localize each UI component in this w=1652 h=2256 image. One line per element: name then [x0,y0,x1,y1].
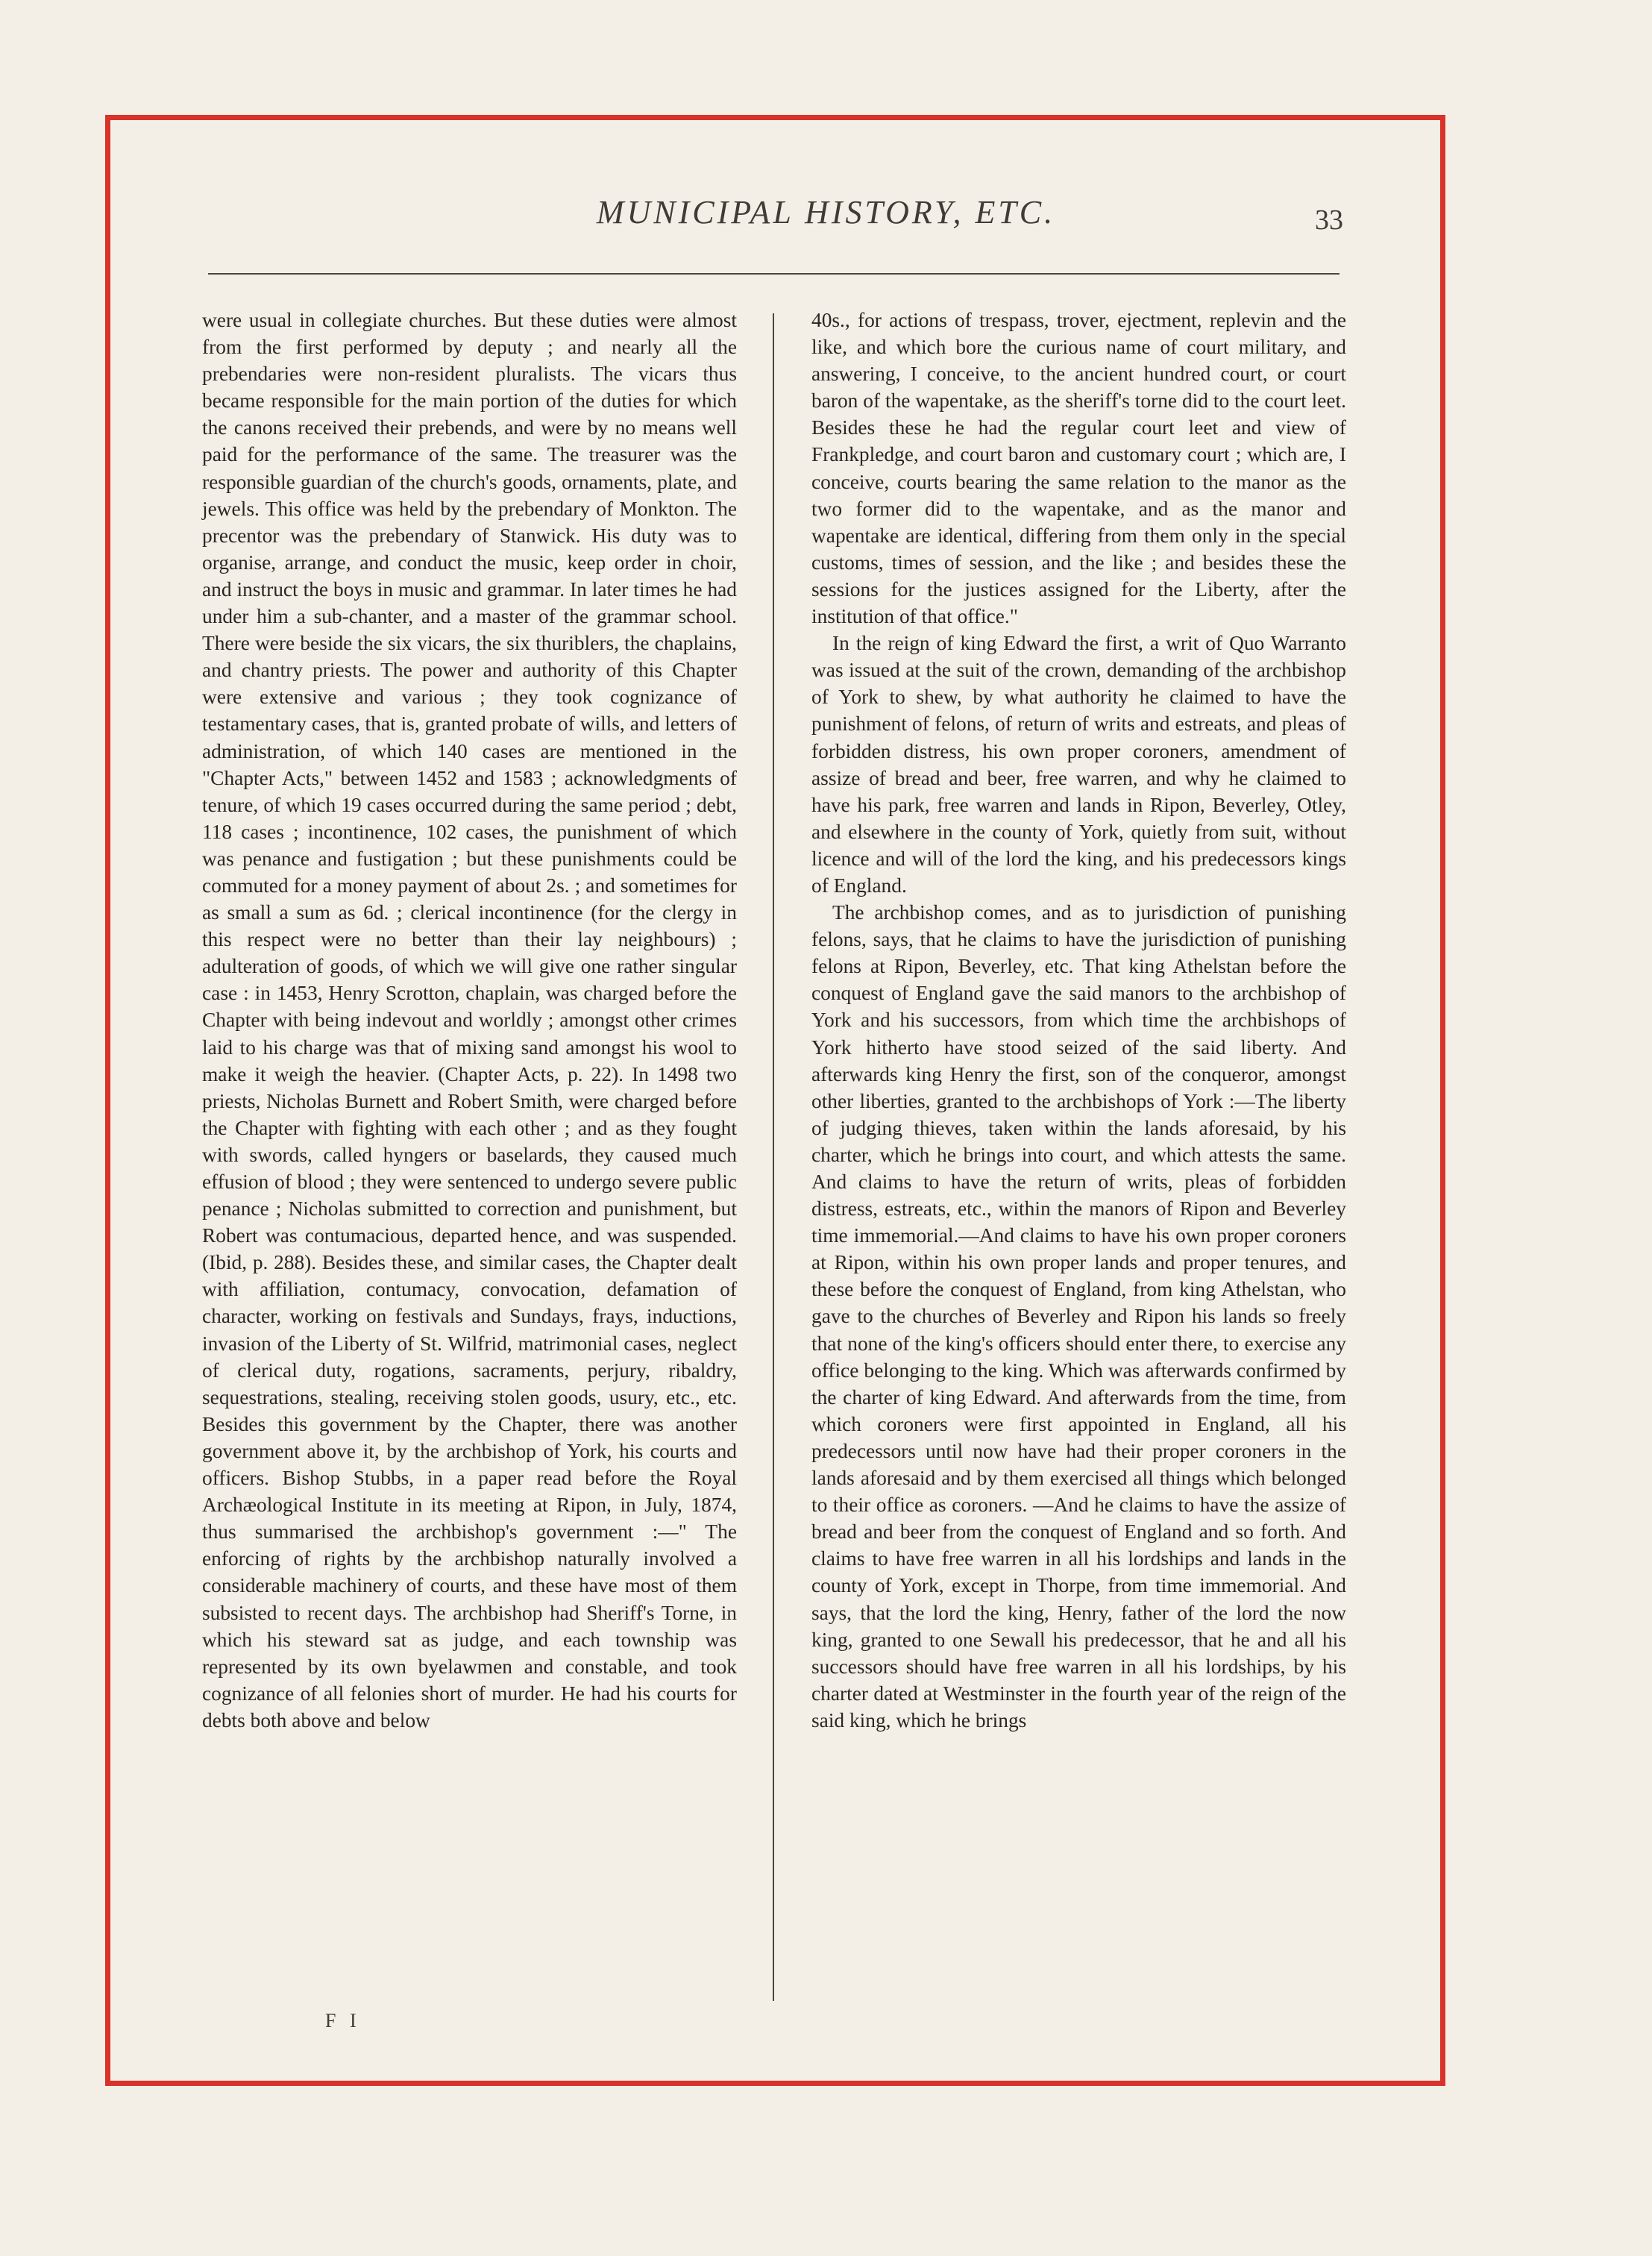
running-header-title: MUNICIPAL HISTORY, ETC. [596,194,1056,231]
column-divider [773,313,774,2001]
signature-mark: F I [325,2010,361,2031]
paragraph: The archbishop comes, and as to jurisdiction of punishing felons, says, that he claims to have the jurisdiction of punishing felons at Ripon, Beverley, etc. That king Athelstan before the conquest of England gave the said manors to the archbishop of York and his successors, from which time the archbishops of York hitherto have stood seized of the said liberty. And afterwards king Henry the first, son of the conqueror, amongst other liberties, granted to the archbishops of York :—The liberty of judging thieves, taken within the lands aforesaid, by his charter, which he brings into court, and which attests the same. And claims to have the return of writs, pleas of forbidden distress, estreats, etc., within the manors of Ripon and Beverley time immemorial.—And claims to have his own proper coroners at Ripon, within his own proper lands and proper tenures, and these before the conquest of England, from king Athelstan, who gave to the churches of Beverley and Ripon his lands so freely that none of the king's officers should enter there, to exercise any office belonging to the king. Which was afterwards confirmed by the charter of king Edward. And afterwards from the time, from which coroners were first appointed in England, all his predecessors until now have had their proper coroners in the lands aforesaid and by them exercised all things which belonged to their office as coroners. —And he claims to have the assize of bread and beer from the conquest of England and so forth. And claims to have free warren in all his lordships and lands in the county of York, except in Thorpe, from time immemorial. And says, that the lord the king, Henry, father of the lord the now king, granted to one Sewall his predecessor, that he and all his successors should have free warren in all his lordships, by his charter dated at Westminster in the fourth year of the reign of the said king, which he brings [811,901,1346,1732]
paragraph: In the reign of king Edward the first, a writ of Quo Warranto was issued at the suit of the crown, demanding of the archbishop of York to shew, by what authority he claimed to have the punishment of felons, of return of writs and estreats, and pleas of forbidden distress, his own proper coroners, amendment of assize of bread and beer, free warren, and why he claimed to have his park, free warren and lands in Ripon, Beverley, Otley, and elsewhere in the county of York, quietly from suit, without licence and will of the lord the king, and his predecessors kings of England. [811,632,1346,897]
paragraph: 40s., for actions of trespass, trover, ejectment, replevin and the like, and which bore the curious name of court military, and answering, I conceive, to the ancient hundred court, or court baron of the wapentake, as the sheriff's torne did to the court leet. Besides these he had the regular court leet and view of Frankpledge, and court baron and customary court ; which are, I conceive, courts bearing the same relation to the manor as the two former did to the wapentake, and as the manor and wapentake are identical, differing from them only in the special customs, times of session, and the like ; and besides these the sessions for the justices assigned for the Liberty, after the institution of that office." [811,309,1346,628]
paragraph: were usual in collegiate churches. But these duties were almost from the first performed by deputy ; and nearly all the prebendaries were non-resident pluralists. The vicars thus became responsible for the main portion of the duties for which the canons received their prebends, and were by no means well paid for the performance of the same. The treasurer was the responsible guardian of the church's goods, ornaments, plate, and jewels. This office was held by the prebendary of Monkton. The precentor was the prebendary of Stanwick. His duty was to organise, arrange, and conduct the music, keep order in choir, and instruct the boys in music and grammar. In later times he had under him a sub-chanter, and a master of the grammar school. There were beside the six vicars, the six thuriblers, the chaplains, and chantry priests. The power and authority of this Chapter were extensive and various ; they took cognizance of testamentary cases, that is, granted probate of wills, and letters of administration, of which 140 cases are mentioned in the "Chapter Acts," between 1452 and 1583 ; acknowledgments of tenure, of which 19 cases occurred during the same period ; debt, 118 cases ; incontinence, 102 cases, the punishment of which was penance and fustigation ; but these punishments could be commuted for a money payment of about 2s. ; and sometimes for as small a sum as 6d. ; clerical incontinence (for the clergy in this respect were no better than their lay neighbours) ; adulteration of goods, of which we will give one rather singular case : in 1453, Henry Scrotton, chaplain, was charged before the Chapter with being indevout and worldly ; amongst other crimes laid to his charge was that of mixing sand amongst his wool to make it weigh the heavier. (Chapter Acts, p. 22). In 1498 two priests, Nicholas Burnett and Robert Smith, were charged before the Chapter with fighting with each other ; and as they fought with swords, called hyngers or baselards, they caused much effusion of blood ; they were sentenced to undergo severe public penance ; Nicholas submitted to correction and punishment, but Robert was contumacious, departed hence, and was suspended. (Ibid, p. 288). Besides these, and similar cases, the Chapter dealt with affiliation, contumacy, convocation, defamation of character, working on festivals and Sundays, frays, inductions, invasion of the Liberty of St. Wilfrid, matrimonial cases, neglect of clerical duty, rogations, sacraments, perjury, ribaldry, sequestrations, stealing, receiving stolen goods, usury, etc., etc. Besides this government by the Chapter, there was another government above it, by the archbishop of York, his courts and officers. Bishop Stubbs, in a paper read before the Royal Archæological Institute in its meeting at Ripon, in July, 1874, thus summarised the archbishop's government :—" The enforcing of rights by the archbishop naturally involved a considerable machinery of courts, and these have most of them subsisted to recent days. The archbishop had Sheriff's Torne, in which his steward sat as judge, and each township was represented by its own byelawmen and constable, and took cognizance of all felonies short of murder. He had his courts for debts both above and below [202,309,737,1732]
page-number: 33 [1315,204,1343,236]
right-column [811,307,1346,1734]
header-rule [208,273,1339,275]
left-column [202,307,737,1734]
